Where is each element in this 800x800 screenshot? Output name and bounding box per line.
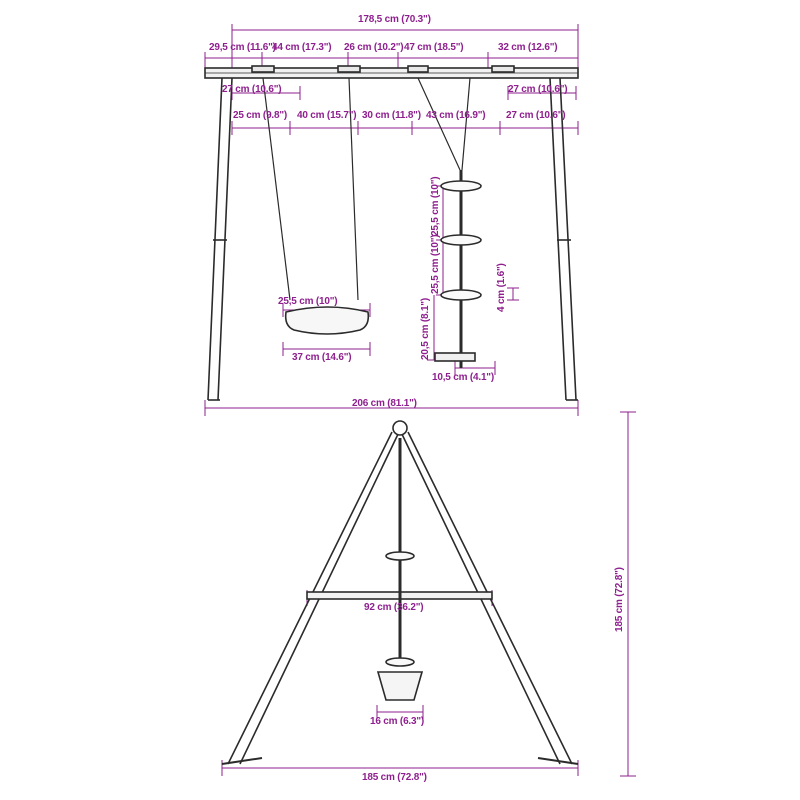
dim-rung-thickness: 4 cm (1.6") <box>496 263 507 312</box>
dim-side-base-width: 185 cm (72.8") <box>362 772 427 783</box>
dim-rung-spacing-a: 25,5 cm (10") <box>430 176 441 236</box>
dim-hanger-1: 25 cm (9.8") <box>233 110 288 121</box>
dim-side-crossbar: 92 cm (36.2") <box>364 602 424 613</box>
dim-beam-left-offset: 27 cm (10.6") <box>222 84 282 95</box>
swing-side-view <box>222 421 578 764</box>
dim-hanger-4: 43 cm (16.9") <box>426 110 486 121</box>
dim-top-segment-2: 44 cm (17.3") <box>272 42 332 53</box>
dim-top-segment-4: 47 cm (18.5") <box>404 42 464 53</box>
dim-hanger-2: 40 cm (15.7") <box>297 110 357 121</box>
dim-side-seat-width: 16 cm (6.3") <box>370 716 425 727</box>
dim-seat-width-top: 25,5 cm (10") <box>278 296 338 307</box>
dim-rope-bottom-height: 20,5 cm (8.1") <box>420 298 431 360</box>
dim-beam-right-offset: 27 cm (10.6") <box>508 84 568 95</box>
dim-top-overall: 178,5 cm (70.3") <box>358 14 431 25</box>
dim-hanger-5: 27 cm (10.6") <box>506 110 566 121</box>
dim-front-overall-width: 206 cm (81.1") <box>352 398 417 409</box>
dim-top-segment-5: 32 cm (12.6") <box>498 42 558 53</box>
dim-hanger-3: 30 cm (11.8") <box>362 110 421 121</box>
dim-top-segment-1: 29,5 cm (11.6") <box>209 42 276 53</box>
dim-seat-width-bottom: 37 cm (14.6") <box>292 352 352 363</box>
dim-rung-spacing-b: 25,5 cm (10") <box>430 234 441 294</box>
dim-total-height: 185 cm (72.8") <box>614 567 625 632</box>
dim-rung-width: 10,5 cm (4.1") <box>432 372 494 383</box>
dim-top-segment-3: 26 cm (10.2") <box>344 42 404 53</box>
